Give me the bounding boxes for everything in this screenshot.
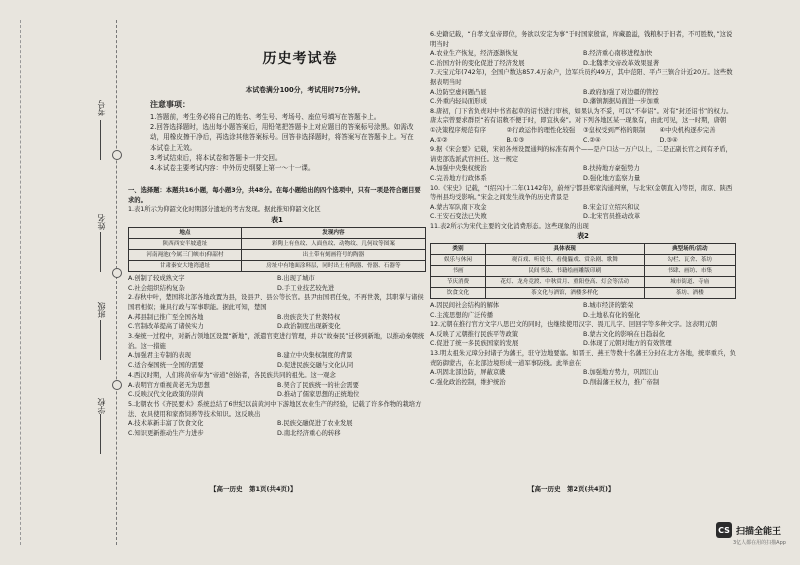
binding-margin xyxy=(0,0,122,565)
table-header: 地点 xyxy=(129,227,242,238)
options xyxy=(430,49,736,68)
question-stem: 12.元朝在推行官方文字八思巴文的同时，也继续使用汉字、畏兀儿字、回回字等多种文字。这表明元朝 xyxy=(430,321,718,329)
table-cell: 节庆消费 xyxy=(431,277,486,288)
option: B.民族交融促进了农业发展 xyxy=(277,420,353,428)
option: B.出现了城市 xyxy=(277,274,315,282)
option: C.强化政治控制，维护统治 xyxy=(430,378,506,386)
option: C.主流思想的广泛传播 xyxy=(430,311,494,319)
option: B.契合了民族统一的社会需要 xyxy=(277,381,359,389)
option: D.手工业技艺较先进 xyxy=(277,284,335,292)
question-stem: 1.表1所示为仰韶文化时期部分遗址的考古发现。据此推知仰韶文化区 xyxy=(128,206,321,214)
statement: ③皇权受到严格的限制 xyxy=(583,126,646,134)
option: C.完善地方行政体系 xyxy=(430,174,487,182)
table-header: 典型场所/活动 xyxy=(644,244,736,255)
exam-meta: 本试卷满分100分，考试用时75分钟。 xyxy=(245,86,365,94)
table-row xyxy=(431,277,736,288)
option: D.强化地方监察力量 xyxy=(583,174,641,182)
fill-line xyxy=(100,232,101,272)
option: D.南北经济重心的转移 xyxy=(277,430,341,438)
question-stem: 3.秦统一过程中，对新占领地区设置“新地”，派遣官吏进行管理，并以“故秦民”迁移到新地，以推动秦朝统治。这一措施 xyxy=(128,333,425,350)
options xyxy=(430,330,736,349)
table-cell: 书肆、画坊、市集 xyxy=(644,266,736,277)
table-cell: 茶文化与酒馆，酒楼多样化 xyxy=(485,288,644,299)
fill-line xyxy=(100,320,101,360)
question-stem: 11.表2所示为宋代主要的文化消费形态。这些现象的出现 xyxy=(430,222,589,230)
table-row xyxy=(129,249,426,260)
fill-line xyxy=(100,414,101,454)
binding-hole xyxy=(112,150,122,160)
exam-title: 历史考试卷 xyxy=(262,51,338,67)
option: D.政治制度出现新变化 xyxy=(277,323,341,331)
table-cell: 民间书法、书籍绘画雕版印刷 xyxy=(485,266,644,277)
options xyxy=(430,203,736,222)
section-heading: 一、选择题：本题共16小题，每小题3分，共48分。在每小题给出的四个选项中，只有一项是符合题目要求的。 xyxy=(128,187,421,204)
table-cell: 彩陶上有鱼纹、人面鱼纹、动物纹、几何纹等图案 xyxy=(241,238,425,249)
question-stem: 4.西汉时期，人们将黄帝奉为“帝道”创始者，各民族共同的祖先。这一观念 xyxy=(128,371,336,379)
option: C.反映汉代文化政策的崇尚 xyxy=(128,391,204,399)
table-cell: 城市街道、寺庙 xyxy=(644,277,736,288)
table-cell: 河南渑池(今属三门峡市)仰韶村 xyxy=(129,249,242,260)
options xyxy=(430,301,736,320)
option: D.北魏孝文帝改革效果显著 xyxy=(583,59,660,67)
table-cell: 观百戏、听说书、看傀儡戏、赏杂剧、歌舞 xyxy=(485,255,644,266)
option: A.因民间社会结构的解体 xyxy=(430,302,500,310)
table-1 xyxy=(128,227,426,272)
table-cell: 勾栏、瓦舍、茶坊 xyxy=(644,255,736,266)
table-header: 具体表现 xyxy=(485,244,644,255)
option: C.官制改革提高了诸侯实力 xyxy=(128,323,204,331)
options xyxy=(430,164,736,183)
option: D.③④ xyxy=(659,136,678,144)
question-stem: 9.据《宋会要》记载，宋初各州设置通判的标准有两个——是户口达一万户以上，二是正副长官之间有矛盾，请吏部选派武官担任。这一规定 xyxy=(430,146,732,163)
table-row xyxy=(129,238,426,249)
statement: ④中央机构逐步完善 xyxy=(659,126,716,134)
option: D.藩镇割据局面进一步加重 xyxy=(583,98,660,106)
notes-heading: 注意事项： xyxy=(150,100,190,109)
question-stem: 5.北朝农书《齐民要术》系统总结了6世纪以前黄河中下游地区农业生产的经验，记载了许多作物的栽培方法、农具使用和家畜饲养等技术知识。这反映出 xyxy=(128,400,422,418)
table-cell: 饮食文化 xyxy=(431,288,486,299)
table-row xyxy=(431,288,736,299)
left-column xyxy=(128,186,426,439)
option: B.政府加强了对边疆的管控 xyxy=(583,88,659,96)
page-footer-right: 【高一历史 第2页(共4页)】 xyxy=(528,485,615,493)
option: C.治国方针的变化促进了经济发展 xyxy=(430,59,525,67)
notes-list xyxy=(150,112,415,173)
option: B.蒙古文化的影响在日趋弱化 xyxy=(583,330,665,338)
options xyxy=(128,313,426,332)
cut-line-outer xyxy=(20,20,21,545)
option: C.王安石变法已失败 xyxy=(430,213,487,221)
option: B.经济重心南移进程加快 xyxy=(583,50,653,58)
option: C.社会组织结构复杂 xyxy=(128,284,185,292)
page-footer-left: 【高一历史 第1页(共4页)】 xyxy=(210,485,297,493)
option: B.建立中央集权制度的背景 xyxy=(277,352,353,360)
table-cell: 茶坊、酒楼 xyxy=(644,288,736,299)
option: A.边防空虚问题凸显 xyxy=(430,88,487,96)
option: A.蒙古军队南下攻金 xyxy=(430,203,487,211)
options xyxy=(128,381,426,400)
option: C.知识更新推动生产力进步 xyxy=(128,430,204,438)
question-stem: 7.天宝元年(742年)，全国户数达857.4万余户，边军兵员约49万，其中范阳、平卢三镇合计近20万。这些数据表明当时 xyxy=(430,69,733,86)
option: D.推动了儒家思想的正统地位 xyxy=(277,391,360,399)
table-caption: 表2 xyxy=(577,232,589,241)
option: B.加强地方势力，巩固江山 xyxy=(583,369,659,377)
cut-line xyxy=(116,20,117,545)
option: D.土地私有化的强化 xyxy=(583,311,641,319)
question-stem: 10.《宋史》记载，“(绍兴)十二年(1142年)，蔚州宁都县郑家沟通判寨，与北宋(金朝直入)等臣，南京、陕西等州县均受影响。”宋金之间发生战争的历史背景是 xyxy=(430,184,733,202)
scanner-name: 扫描全能王 xyxy=(736,526,782,537)
table-header: 发现内容 xyxy=(241,227,425,238)
options xyxy=(128,419,426,438)
options xyxy=(430,368,736,387)
exam-number-label: 考号 xyxy=(97,100,106,116)
note-item: 2.回答选择题时，选出每小题答案后，用铅笔把答题卡上对应题目的答案标号涂黑。如需改动，用橡皮擦干净后，再选涂其他答案标号。回答非选择题时，将答案写在答题卡上。写在本试卷上无效。 xyxy=(150,123,414,152)
option: A.表明官方重视黄老无为思想 xyxy=(128,381,210,389)
scanner-logo-icon: CS xyxy=(716,522,732,538)
option: C.促进了统一多民族国家的发展 xyxy=(430,340,519,348)
option: D.体现了元朝对地方的有效管理 xyxy=(583,340,672,348)
table-row xyxy=(431,255,736,266)
option: A.①② xyxy=(430,136,448,144)
sub-statements xyxy=(430,126,736,136)
question-stem: 6.史籍记载，“自孝文皇帝即位，务欲以安定为事”于时国家殷富，库藏盈溢，钱粮积于旧者，不可胜数，”这说明当时 xyxy=(430,31,733,48)
class-label: 班级 xyxy=(97,302,106,318)
option: B.贵族丧失了世袭特权 xyxy=(277,313,340,321)
option: A.创制了较成熟文字 xyxy=(128,274,185,282)
table-row xyxy=(431,266,736,277)
option: D.促进民族交融与文化认同 xyxy=(277,362,354,370)
statement: ①决策程序规范有序 xyxy=(430,126,487,134)
table-cell: 出土带有刻画符号的陶器 xyxy=(241,249,425,260)
note-item: 1.答题前，考生务必将自己的姓名、考生号、考场号、座位号填写在答题卡上。 xyxy=(150,113,381,121)
options xyxy=(128,351,426,370)
statement: ②行政运作的理性化较强 xyxy=(506,126,576,134)
table-cell: 书画 xyxy=(431,266,486,277)
question-stem: 8.唐初，门下省负责对中书省起草的诏书进行审核，如果认为不妥，可以“不奉诏”。对有“封还诏书”的权力。唐太宗曾要求群臣“若有诏敕不便于时，即宜执奏”。对下列各地区某一现象有，由此可见，这一时期，唐朝 xyxy=(430,107,733,125)
option: B.宋金订立绍兴和议 xyxy=(583,203,640,211)
table-row xyxy=(129,260,426,271)
scanner-tagline: 3亿人都在用的扫描App xyxy=(733,540,786,546)
options xyxy=(430,88,736,107)
right-column xyxy=(430,30,736,387)
binding-hole xyxy=(112,380,122,390)
option: C.②④ xyxy=(583,136,601,144)
table-caption: 表1 xyxy=(271,216,283,225)
option: A.邦县制已推广至全国各地 xyxy=(128,313,204,321)
table-cell: 花灯、龙舟竞渡、中秋赏月、重阳登高、灯会等活动 xyxy=(485,277,644,288)
option: B.扶持地方豪强势力 xyxy=(583,165,640,173)
option: B.①③ xyxy=(506,136,525,144)
question-stem: 2.春秋中叶，楚国将北部各地改置为县，设县尹、县公等长官。县尹由国君任免，不再世袭，其职掌与诸侯国君相似；兼具行政与军事职能。据此可知，楚国 xyxy=(128,294,424,311)
note-item: 3.考试结束后，将本试卷和答题卡一并交回。 xyxy=(150,153,282,162)
option: D.削弱藩王权力，推广帝制 xyxy=(583,378,660,386)
option: A.反映了元朝推行民族平等政策 xyxy=(430,330,519,338)
table-header: 类别 xyxy=(431,244,486,255)
question-stem: 13.明太祖朱元璋分封诸子为藩王，驻守边地要塞。如晋王、燕王等数十名藩王分封在北方各地，统率重兵，负责防御蒙古，在北部边境形成一道军事防线。此举意在 xyxy=(430,350,736,367)
option: C.适合秦国统一全国的需要 xyxy=(128,362,204,370)
option: A.加强中央集权统治 xyxy=(430,165,487,173)
options xyxy=(430,136,736,146)
table-2 xyxy=(430,243,736,299)
note-item: 4.本试卷主要考试内容：中外历史纲要上第一～十一课。 xyxy=(150,164,315,173)
options xyxy=(128,274,426,293)
option: D.北宋官员推动改革 xyxy=(583,213,641,221)
option: A.农业生产恢复，经济逐渐恢复 xyxy=(430,50,519,58)
option: C.外重内轻局面形成 xyxy=(430,98,487,106)
table-cell: 陕西西安半坡遗址 xyxy=(129,238,242,249)
table-cell: 房址中有地面涂料层，同时出土有陶器、骨器、石器等 xyxy=(241,260,425,271)
option: B.城市经济的繁荣 xyxy=(583,302,634,310)
table-cell: 娱乐与休闲 xyxy=(431,255,486,266)
school-label: 学校 xyxy=(97,398,106,414)
scanner-watermark xyxy=(716,522,781,538)
option: A.加强君主专制的表现 xyxy=(128,352,191,360)
binding-hole xyxy=(112,268,122,278)
option: A.技术革新丰富了饮食文化 xyxy=(128,420,204,428)
fill-line xyxy=(100,120,101,160)
table-cell: 甘肃秦安大地湾遗址 xyxy=(129,260,242,271)
option: A.巩固北部边防，屏蔽京畿 xyxy=(430,369,506,377)
name-label: 姓名 xyxy=(97,214,106,230)
